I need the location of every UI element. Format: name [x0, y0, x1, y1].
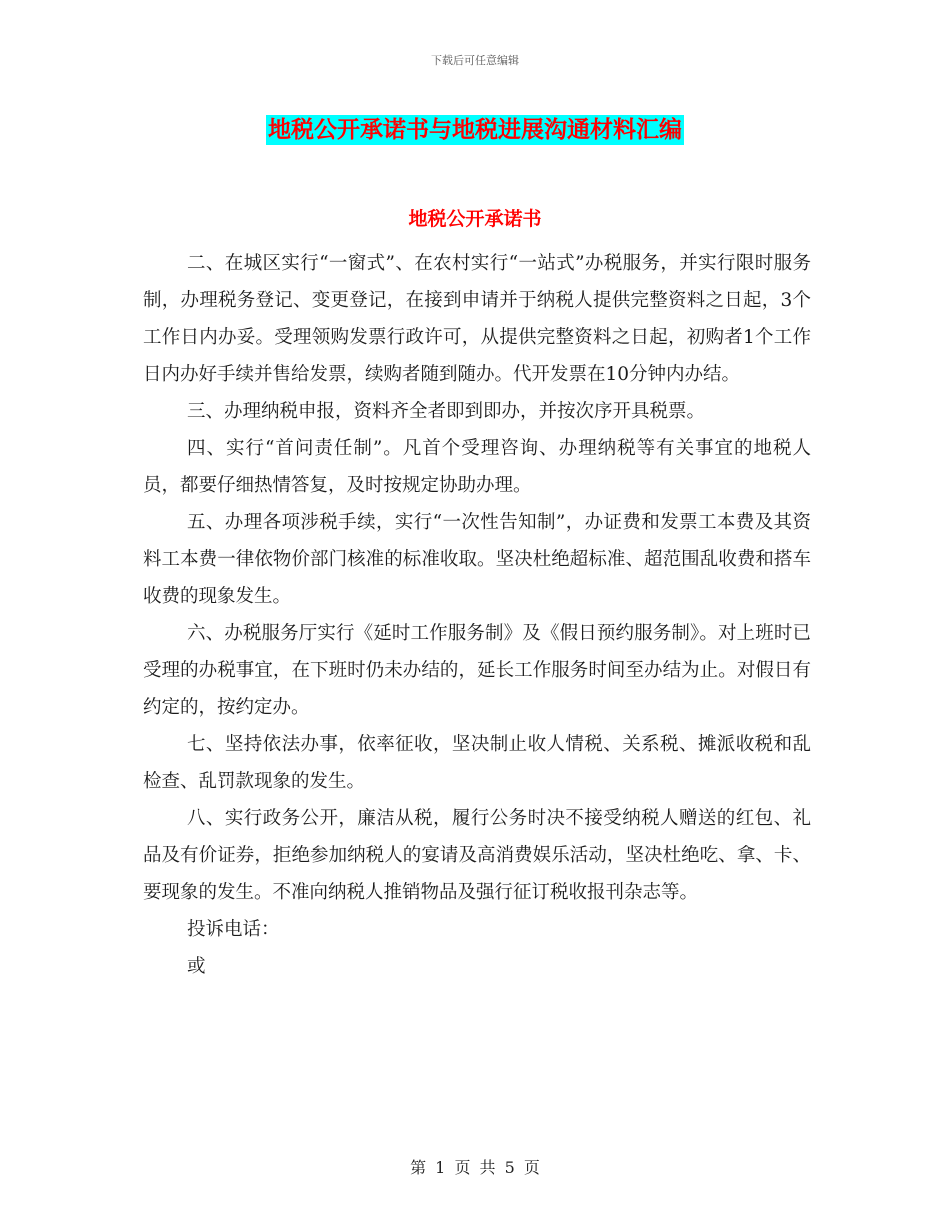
paragraph: 二、在城区实行“一窗式”、在农村实行“一站式”办税服务，并实行限时服务制，办理税务登记、变更登记，在接到申请并于纳税人提供完整资料之日起，3个工作日内办妥。受理领购发票行政许可，从提供完整资料之日起，初购者1个工作日内办好手续并售给发票，续购者随到随办。代开发票在10分钟内办结。	[143, 253, 811, 385]
paragraph: 三、办理纳税申报，资料齐全者即到即办，并按次序开具税票。	[187, 401, 706, 422]
document-body	[143, 245, 811, 985]
complaint-phone-label: 投诉电话：	[187, 919, 280, 940]
header-note: 下载后可任意编辑	[431, 54, 519, 67]
or-label: 或	[187, 956, 206, 977]
paragraph: 八、实行政务公开，廉洁从税，履行公务时决不接受纳税人赠送的红包、礼品及有价证券，拒绝参加纳税人的宴请及高消费娱乐活动，坚决杜绝吃、拿、卡、要现象的发生。不准向纳税人推销物品及强行征订税收报刊杂志等。	[143, 808, 811, 903]
paragraph: 六、办税服务厅实行《延时工作服务制》及《假日预约服务制》。对上班时已受理的办税事宜，在下班时仍未办结的，延长工作服务时间至办结为止。对假日有约定的，按约定办。	[143, 623, 811, 718]
page-number-footer: 第 1 页 共 5 页	[410, 1158, 540, 1177]
paragraph: 四、实行“首问责任制”。凡首个受理咨询、办理纳税等有关事宜的地税人员，都要仔细热情答复，及时按规定协助办理。	[143, 438, 811, 496]
document-title-text: 地税公开承诺书与地税进展沟通材料汇编	[268, 117, 682, 143]
section-title: 地税公开承诺书	[408, 208, 542, 230]
paragraph: 七、坚持依法办事，依率征收，坚决制止收人情税、关系税、摊派收税和乱检查、乱罚款现象的发生。	[143, 734, 811, 792]
document-title	[0, 111, 950, 144]
paragraph: 五、办理各项涉税手续，实行“一次性告知制”，办证费和发票工本费及其资料工本费一律依物价部门核准的标准收取。坚决杜绝超标准、超范围乱收费和搭车收费的现象发生。	[143, 512, 811, 607]
